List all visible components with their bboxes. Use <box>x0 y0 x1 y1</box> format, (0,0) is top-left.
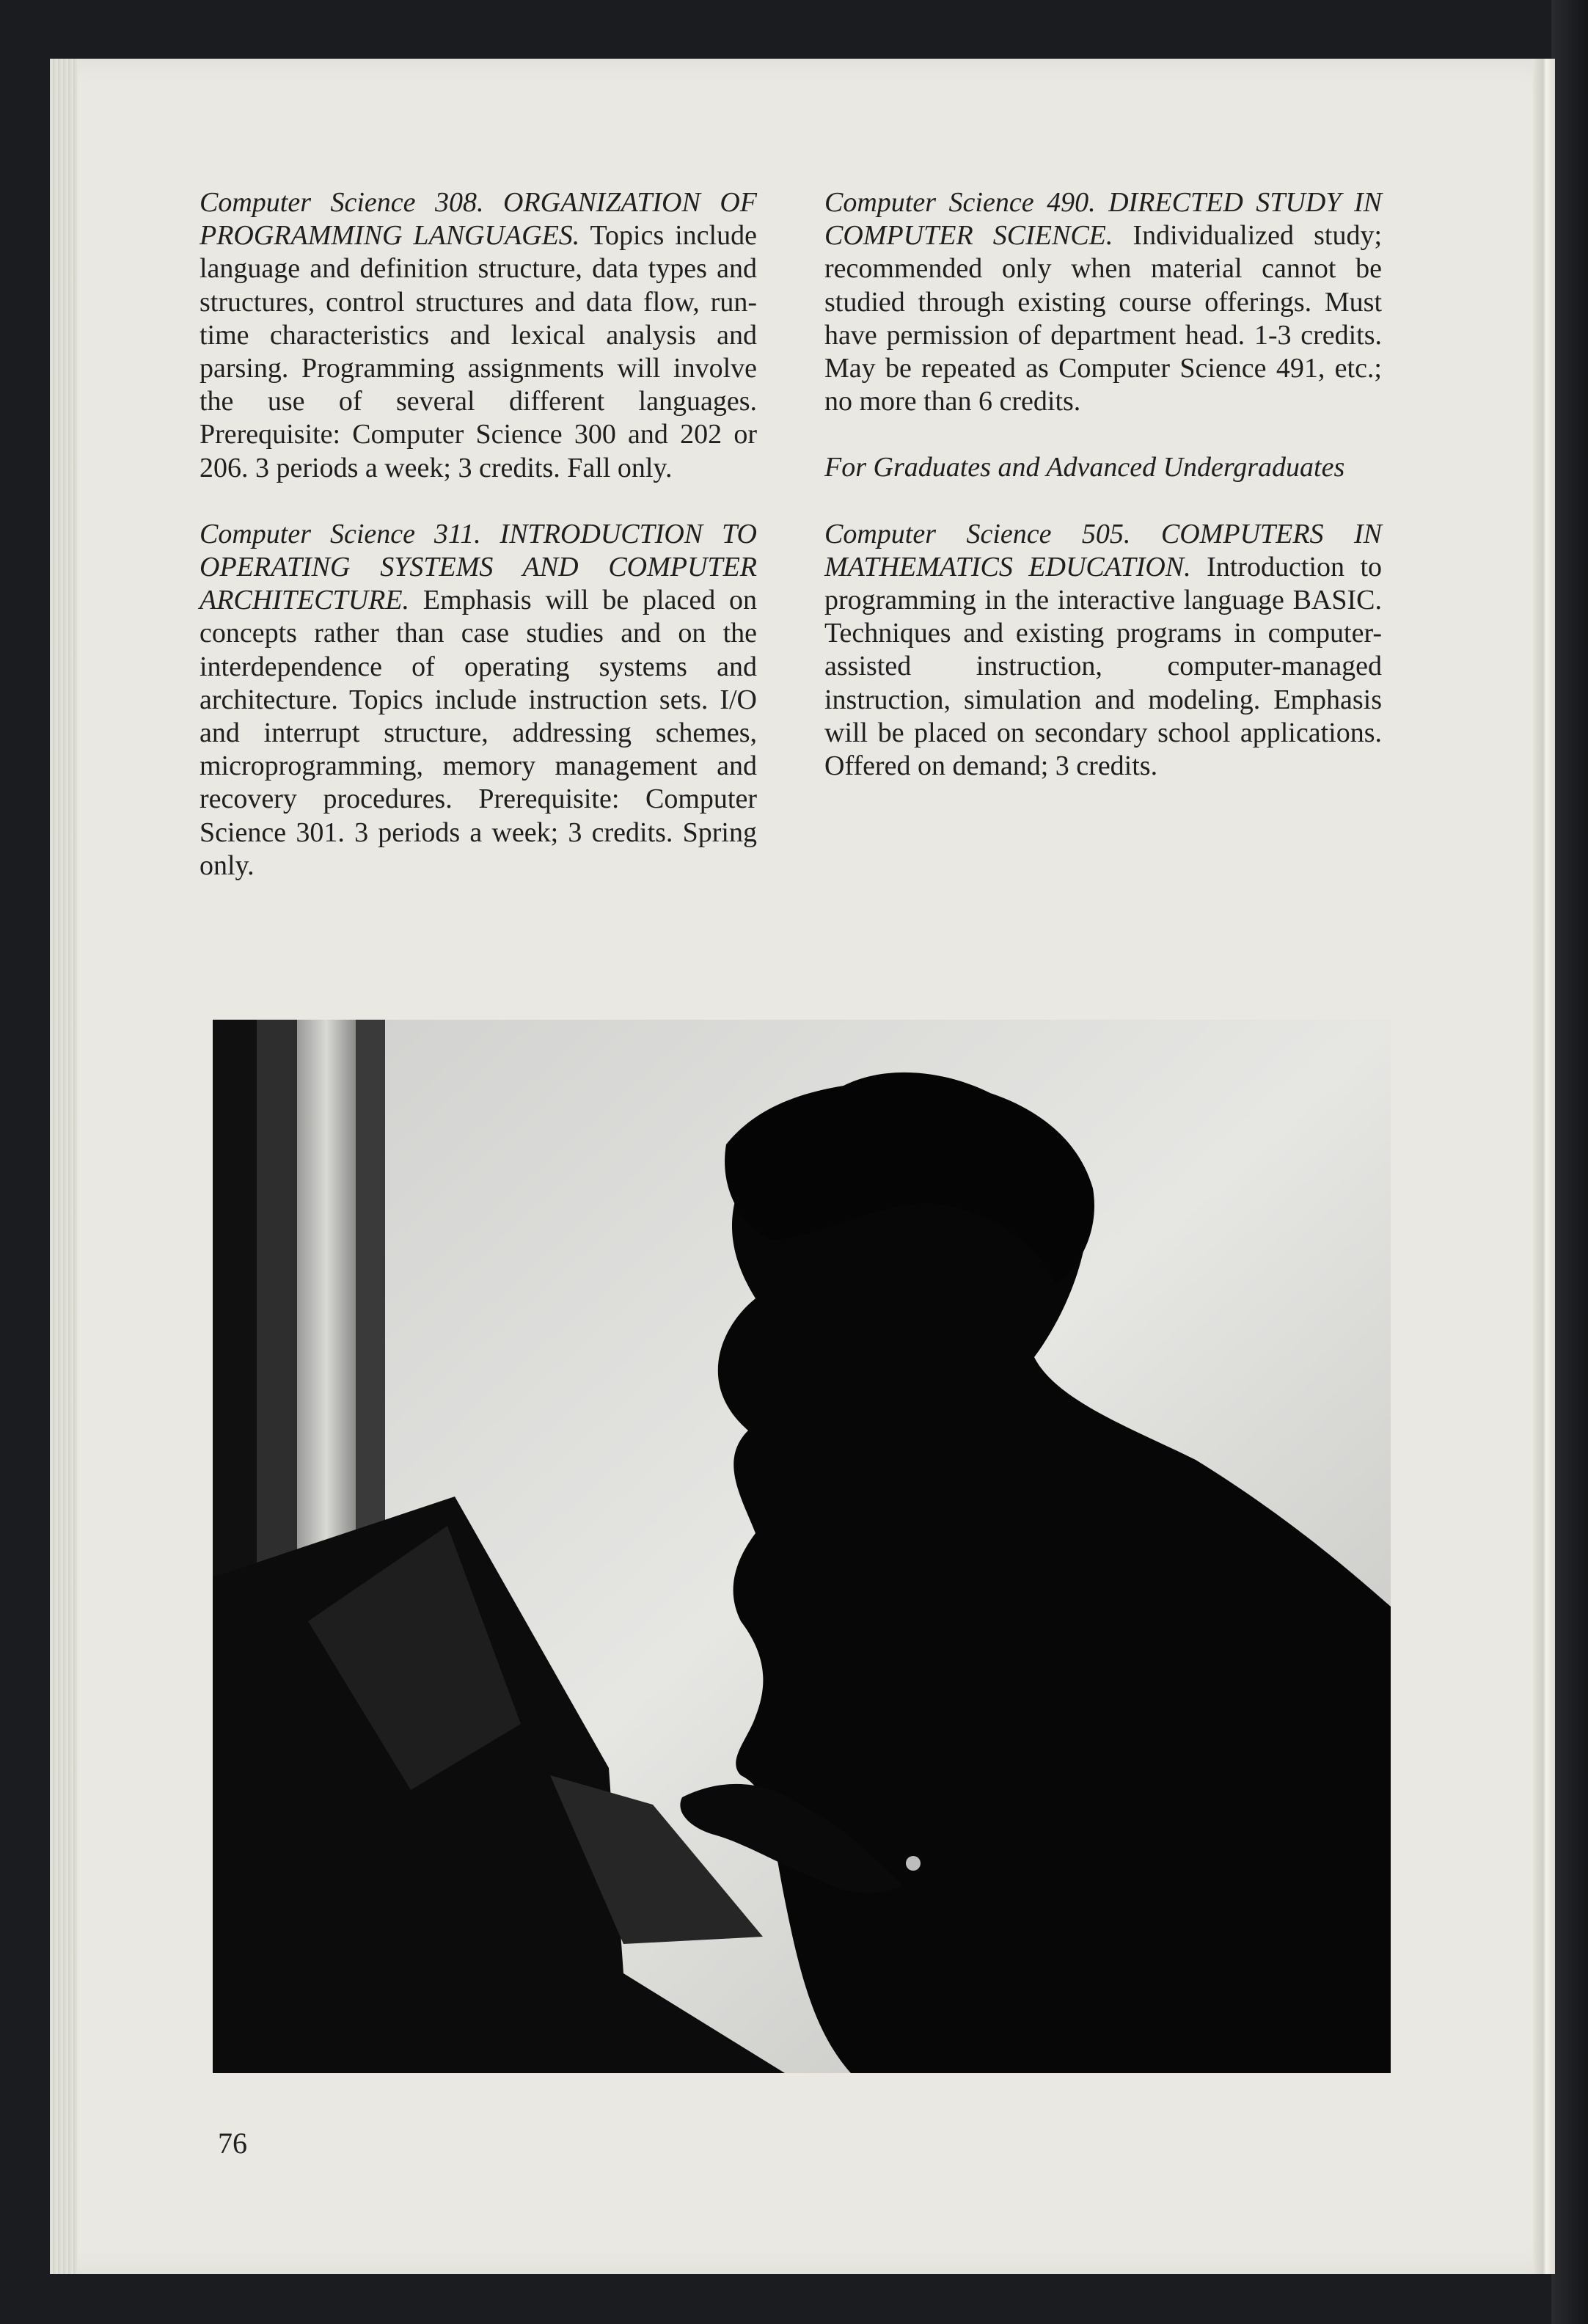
course-description: Topics include language and definition structure, data types and structures, control structures and data flow, run-time characteristics and lexical analysis and parsing. Programming assignments will involve the use of several different languages. Prerequisite: Computer Science 300 and 202 or 206. 3 periods a week; 3 credits. Fall only. <box>200 220 757 483</box>
page-gutter-edge-right <box>1533 59 1555 2274</box>
page-stack-edge-left <box>50 59 78 2274</box>
section-heading: For Graduates and Advanced Undergraduates <box>824 452 1345 483</box>
course-entry-cs311 <box>200 518 757 883</box>
course-description: Introduction to programming in the interactive language BASIC. Techniques and existing programs in computer-assisted instruction, computer-managed instruction, simulation and modeling. Emphasis will be placed on secondary school applications. Offered on demand; 3 credits. <box>824 551 1383 782</box>
course-entry-cs490 <box>824 186 1382 418</box>
page-number: 76 <box>218 2127 247 2160</box>
left-column <box>200 186 757 916</box>
course-entry-cs308 <box>200 186 757 485</box>
course-title: Computer Science 311. INTRODUCTION TO OPERATING SYSTEMS AND COMPUTER ARCHITECTURE. <box>200 518 757 616</box>
course-title: Computer Science 490. DIRECTED STUDY IN COMPUTER SCIENCE. <box>824 187 1382 252</box>
wristwatch <box>906 1856 921 1871</box>
course-title: Computer Science 505. COMPUTERS IN MATHEMATICS EDUCATION. <box>824 518 1382 582</box>
course-description: Emphasis will be placed on concepts rather than case studies and on the interdependence of operating systems and architecture. Topics include instruction sets. I/O and interrupt structure, addressing schemes, microprogramming, memory management and recovery procedures. Prerequisite: Computer Science 301. 3 periods a week; 3 credits. Spring only. <box>200 585 757 881</box>
course-description: Individualized study; recommended only when material cannot be studied through existing course offerings. Must have permission of department head. 1-3 credits. May be repeated as Computer Science 491, etc.; no more than 6 credits. <box>824 220 1382 417</box>
photo-illustration <box>213 1020 1391 2073</box>
photo-student-at-terminal <box>213 1020 1391 2073</box>
scanner-background-strip <box>1551 0 1588 2324</box>
right-column <box>824 186 1382 816</box>
course-title: Computer Science 308. ORGANIZATION OF PROGRAMMING LANGUAGES. <box>200 187 757 252</box>
course-entry-cs505 <box>824 518 1382 783</box>
